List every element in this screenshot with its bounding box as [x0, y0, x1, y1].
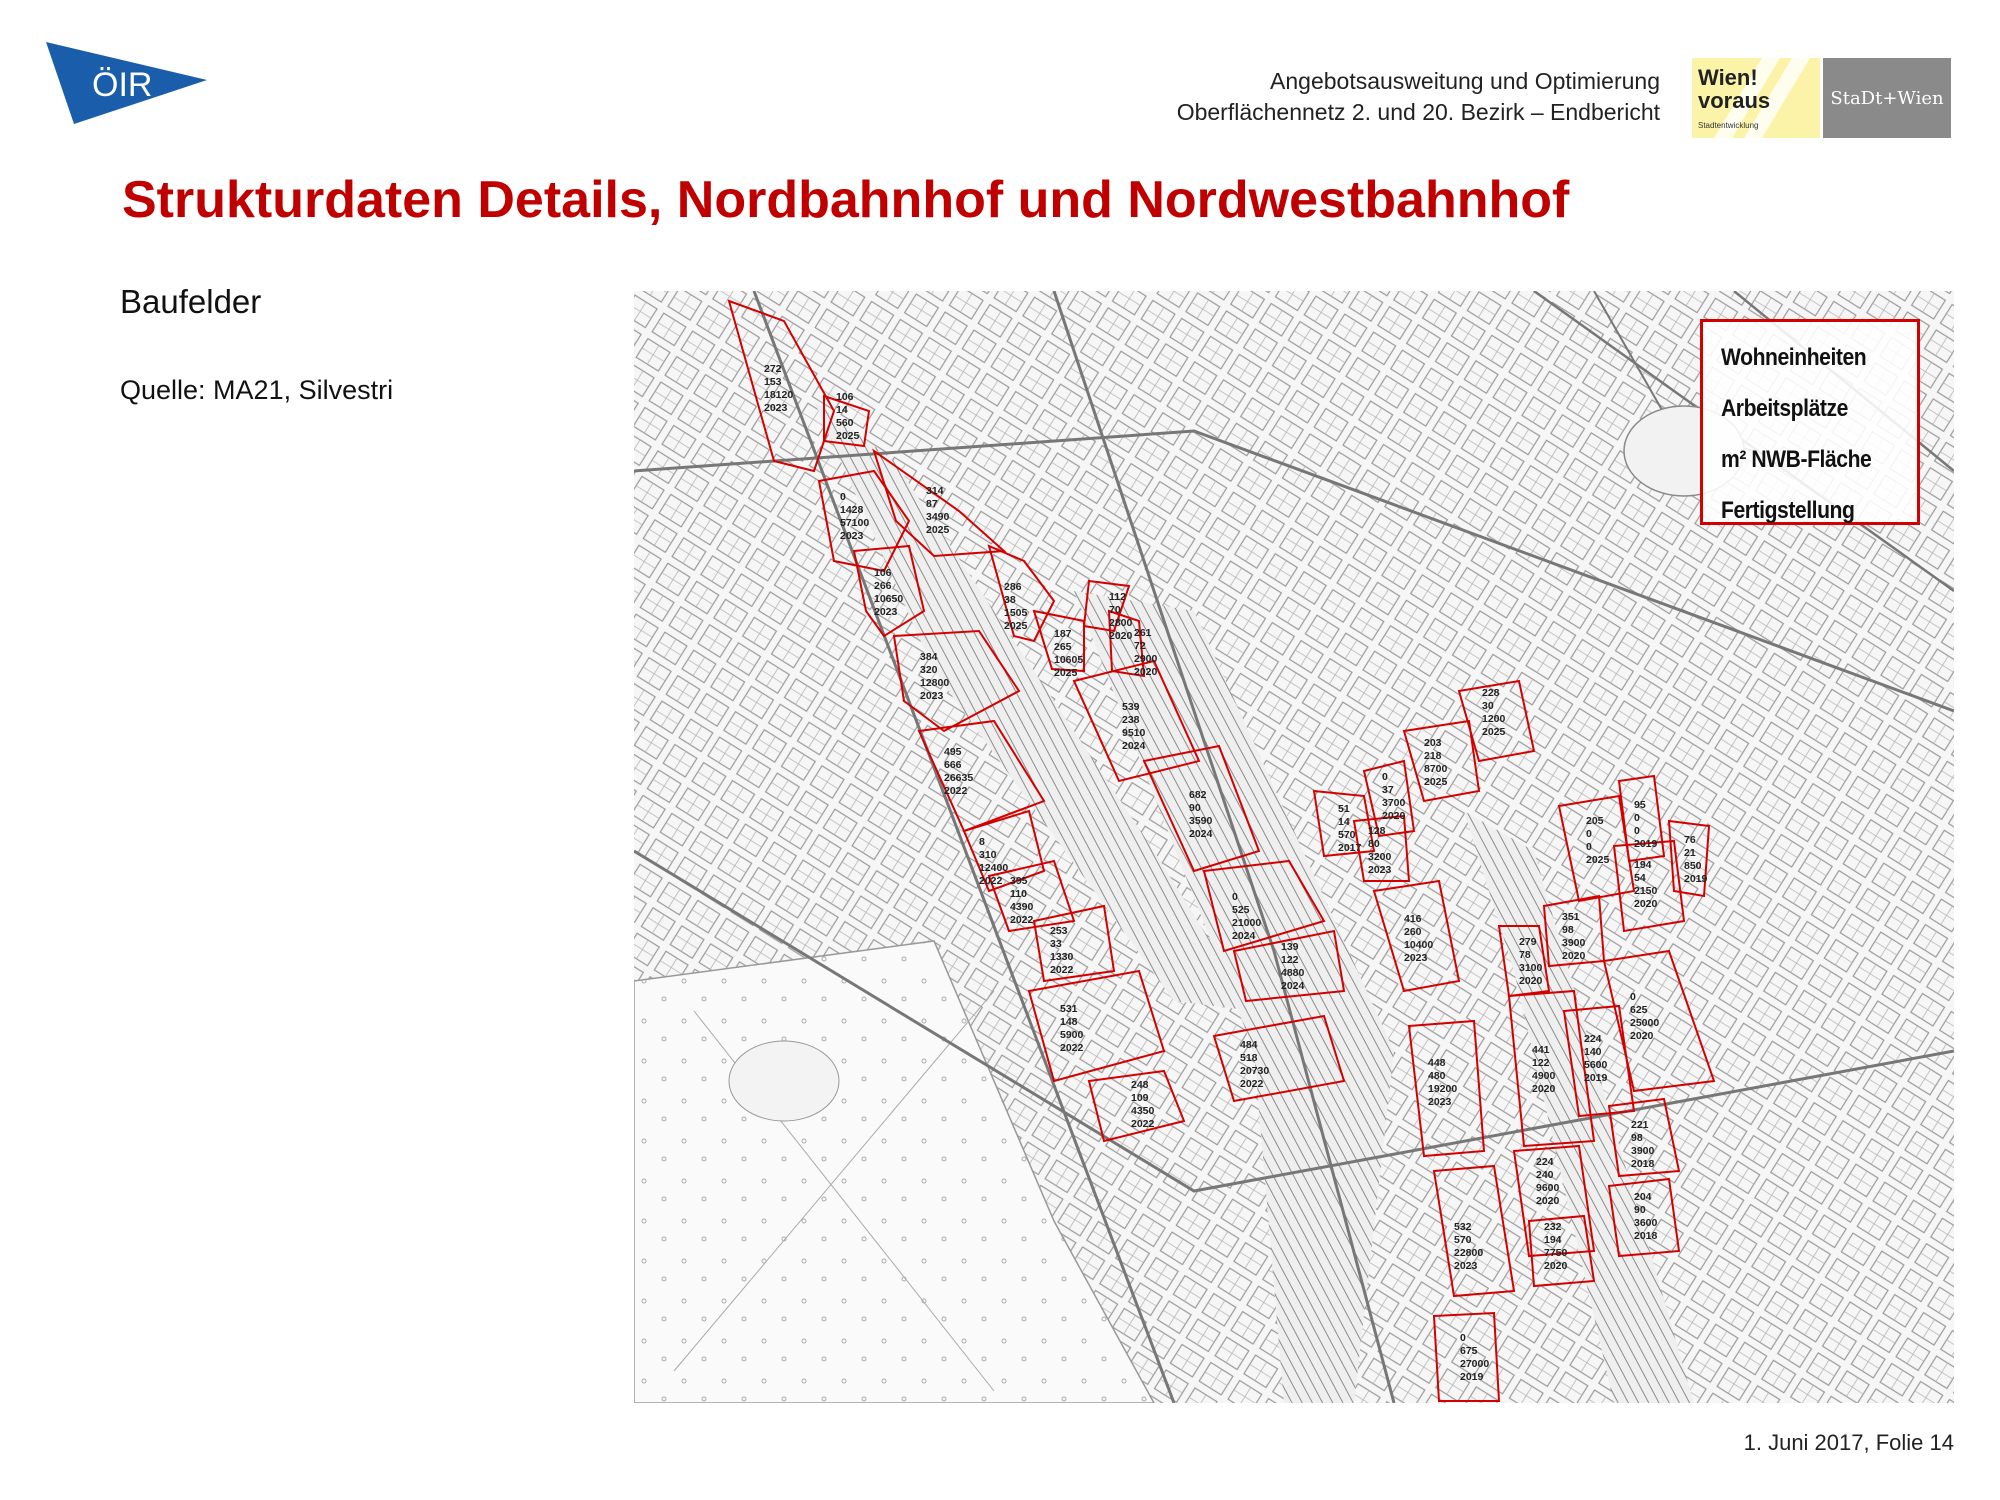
- parcel-value-1: 260: [1404, 926, 1422, 938]
- parcel-value-1: 153: [764, 376, 782, 388]
- parcel-value-3: 2020: [1134, 666, 1158, 678]
- parcel-value-0: 106: [836, 391, 854, 403]
- parcel-label: [1634, 1191, 1657, 1243]
- parcel-label: [1634, 799, 1657, 851]
- parcel-label: [1054, 628, 1083, 680]
- parcel-value-0: 205: [1586, 815, 1604, 827]
- parcel-value-0: 204: [1634, 1191, 1652, 1203]
- oir-logo-text: ÖIR: [92, 66, 153, 104]
- subtitle: Baufelder: [120, 283, 262, 320]
- parcel-value-0: 261: [1134, 627, 1152, 639]
- parcel-value-2: 25000: [1630, 1017, 1660, 1029]
- parcel-value-1: 265: [1054, 641, 1072, 653]
- parcel-value-3: 2018: [1631, 1158, 1655, 1170]
- parcel-label: [1519, 936, 1542, 988]
- parcel-label: [1189, 789, 1212, 841]
- parcel-value-2: 12800: [920, 677, 950, 689]
- parcel-value-2: 4880: [1281, 967, 1305, 979]
- slide-footer: 1. Juni 2017, Folie 14: [1743, 1430, 1954, 1455]
- parcel-value-2: 3700: [1382, 797, 1406, 809]
- parcel-value-3: 2022: [944, 785, 968, 797]
- parcel-value-1: 98: [1562, 924, 1574, 936]
- parcel-value-0: 384: [920, 651, 938, 663]
- parcel-value-2: 3490: [926, 511, 950, 523]
- parcel-value-2: 3600: [1634, 1217, 1658, 1229]
- parcel-label: [1338, 803, 1361, 855]
- parcel-value-2: 27000: [1460, 1358, 1490, 1370]
- parcel-value-2: 26635: [944, 772, 974, 784]
- parcel-value-3: 2023: [1428, 1096, 1452, 1108]
- parcel-value-0: 0: [840, 491, 846, 503]
- parcel-label: [840, 491, 869, 543]
- parcel-value-0: 448: [1428, 1057, 1446, 1069]
- parcel-value-1: 30: [1482, 700, 1494, 712]
- parcel-value-1: 0: [1586, 828, 1592, 840]
- parcel-label: [1122, 701, 1145, 753]
- parcel-value-3: 2025: [1004, 620, 1028, 632]
- parcel-value-1: 320: [920, 664, 938, 676]
- parcel-value-0: 106: [874, 567, 892, 579]
- parcel-value-2: 5900: [1060, 1029, 1084, 1041]
- parcel-value-3: 2022: [1240, 1078, 1264, 1090]
- stadt-wien-logo: [1823, 58, 1951, 138]
- parcel-value-3: 2022: [1050, 964, 1074, 976]
- parcel-value-1: 90: [1634, 1204, 1646, 1216]
- parcel-value-1: 90: [1189, 802, 1201, 814]
- parcel-value-3: 2020: [1109, 630, 1133, 642]
- map-legend: [1700, 319, 1920, 525]
- oir-logo: [44, 40, 209, 125]
- parcel-value-1: 148: [1060, 1016, 1078, 1028]
- parcel-value-0: 441: [1532, 1044, 1550, 1056]
- parcel-value-3: 2025: [1586, 854, 1610, 866]
- parcel-value-1: 238: [1122, 714, 1140, 726]
- parcel-value-0: 286: [1004, 581, 1022, 593]
- parcel-value-2: 22800: [1454, 1247, 1484, 1259]
- parcel-value-3: 2022: [1060, 1042, 1084, 1054]
- parcel-value-3: 2019: [1460, 1371, 1484, 1383]
- parcel-value-0: 8: [979, 836, 985, 848]
- parcel-value-1: 109: [1131, 1092, 1149, 1104]
- parcel-label: [1586, 815, 1609, 867]
- parcel-value-1: 240: [1536, 1169, 1554, 1181]
- parcel-value-2: 8700: [1424, 763, 1448, 775]
- parcel-value-2: 21000: [1232, 917, 1262, 929]
- parcel-value-1: 72: [1134, 640, 1146, 652]
- parcel-value-1: 21: [1684, 847, 1696, 859]
- parcel-value-0: 224: [1584, 1033, 1602, 1045]
- parcel-value-1: 122: [1281, 954, 1299, 966]
- parcel-label: [1630, 991, 1659, 1043]
- parcel-label: [1368, 825, 1391, 877]
- parcel-label: [1131, 1079, 1154, 1131]
- parcel-value-0: 139: [1281, 941, 1299, 953]
- parcel-label: [764, 363, 793, 415]
- parcel-value-0: 221: [1631, 1119, 1649, 1131]
- parcel-value-2: 4900: [1532, 1070, 1556, 1082]
- parcel-value-2: 5600: [1584, 1059, 1608, 1071]
- parcel-value-1: 37: [1382, 784, 1394, 796]
- parcel-value-0: 682: [1189, 789, 1207, 801]
- parcel-value-2: 3590: [1189, 815, 1213, 827]
- parcel-value-1: 525: [1232, 904, 1250, 916]
- parcel-value-1: 122: [1532, 1057, 1550, 1069]
- parcel-value-1: 1428: [840, 504, 864, 516]
- parcel-label: [979, 836, 1008, 888]
- parcel-value-0: 228: [1482, 687, 1500, 699]
- report-title-line1: Angebotsausweitung und Optimierung: [1270, 68, 1660, 94]
- parcel-value-0: 128: [1368, 825, 1386, 837]
- parcel-value-1: 98: [1631, 1132, 1643, 1144]
- wien-logo-sub: Stadtentwicklung: [1698, 121, 1759, 130]
- parcel-value-0: 112: [1109, 591, 1126, 603]
- parcel-value-2: 560: [836, 417, 854, 429]
- parcel-value-1: 33: [1050, 938, 1062, 950]
- parcel-value-2: 3200: [1368, 851, 1392, 863]
- stadt-logo-text: StaDt+Wien: [1830, 87, 1944, 109]
- parcel-value-0: 539: [1122, 701, 1140, 713]
- parcel-value-2: 19200: [1428, 1083, 1458, 1095]
- parcel-value-2: 570: [1338, 829, 1356, 841]
- parcel-label: [1634, 859, 1657, 911]
- parcel-label: [1382, 771, 1405, 823]
- parcel-value-0: 253: [1050, 925, 1068, 937]
- report-title: [1177, 66, 1660, 128]
- parcel-value-1: 625: [1630, 1004, 1648, 1016]
- parcel-label: [926, 485, 949, 537]
- parcel-value-0: 0: [1382, 771, 1388, 783]
- parcel-label: [1460, 1332, 1489, 1384]
- parcel-value-0: 532: [1454, 1221, 1472, 1233]
- legend-item-fertigstellung: Fertigstellung: [1721, 497, 1855, 524]
- parcel-value-0: 232: [1544, 1221, 1562, 1233]
- parcel-value-3: 2020: [1532, 1083, 1556, 1095]
- parcel-value-0: 187: [1054, 628, 1072, 640]
- parcel-value-1: 14: [1338, 816, 1350, 828]
- parcel-value-2: 3100: [1519, 962, 1543, 974]
- parcel-value-3: 2019: [1584, 1072, 1608, 1084]
- parcel-label: [1281, 941, 1304, 993]
- parcel-value-3: 2023: [920, 690, 944, 702]
- wien-voraus-logo: [1692, 58, 1820, 138]
- parcel-label: [1536, 1156, 1559, 1208]
- source-note: Quelle: MA21, Silvestri: [120, 375, 394, 405]
- parcel-value-3: 2019: [1684, 873, 1708, 885]
- parcel-label: [1240, 1039, 1269, 1091]
- parcel-value-3: 2023: [1404, 952, 1428, 964]
- parcel-value-2: 0: [1634, 825, 1640, 837]
- parcel-label: [1482, 687, 1505, 739]
- parcel-value-0: 351: [1562, 911, 1580, 923]
- parcel-value-0: 495: [944, 746, 962, 758]
- parcel-value-2: 4390: [1010, 901, 1034, 913]
- parcel-value-0: 395: [1010, 875, 1028, 887]
- parcel-value-2: 7750: [1544, 1247, 1568, 1259]
- legend-item-arbeitsplaetze: Arbeitsplätze: [1721, 395, 1848, 422]
- parcel-value-0: 0: [1232, 891, 1238, 903]
- parcel-label: [1428, 1057, 1457, 1109]
- parcel-value-1: 80: [1368, 838, 1380, 850]
- parcel-value-3: 2019: [1634, 838, 1658, 850]
- parcel-value-1: 570: [1454, 1234, 1472, 1246]
- parcel-value-3: 2017: [1338, 842, 1362, 854]
- parcel-value-3: 2022: [1131, 1118, 1155, 1130]
- slide-title: Strukturdaten Details, Nordbahnhof und Nordwestbahnhof: [122, 171, 1570, 229]
- parcel-label: [1134, 627, 1157, 679]
- parcel-value-1: 54: [1634, 872, 1646, 884]
- parcel-value-0: 248: [1131, 1079, 1149, 1091]
- parcel-value-3: 2023: [764, 402, 788, 414]
- parcel-value-1: 266: [874, 580, 892, 592]
- parcel-label: [1454, 1221, 1483, 1273]
- report-title-line2: Oberflächennetz 2. und 20. Bezirk – Endbericht: [1176, 99, 1660, 125]
- parcel-value-0: 272: [764, 363, 782, 375]
- parcel-label: [1050, 925, 1073, 977]
- parcel-value-0: 484: [1240, 1039, 1258, 1051]
- parcel-value-2: 10605: [1054, 654, 1084, 666]
- parcel-value-3: 2020: [1536, 1195, 1560, 1207]
- parcel-value-0: 416: [1404, 913, 1422, 925]
- parcel-label: [1532, 1044, 1555, 1096]
- parcel-value-3: 2025: [1424, 776, 1448, 788]
- parcel-label: [1544, 1221, 1567, 1273]
- parcel-value-1: 14: [836, 404, 848, 416]
- parcel-label: [1232, 891, 1261, 943]
- parcel-value-0: 224: [1536, 1156, 1554, 1168]
- parcel-value-1: 140: [1584, 1046, 1602, 1058]
- parcel-value-2: 1200: [1482, 713, 1506, 725]
- parcel-value-3: 2022: [1010, 914, 1034, 926]
- parcel-value-3: 2025: [1482, 726, 1506, 738]
- parcel-value-3: 2024: [1122, 740, 1146, 752]
- parcel-value-0: 279: [1519, 936, 1537, 948]
- parcel-value-1: 110: [1010, 888, 1027, 900]
- parcel-value-2: 20730: [1240, 1065, 1270, 1077]
- parcel-value-3: 2024: [1281, 980, 1305, 992]
- parcel-value-2: 1330: [1050, 951, 1074, 963]
- parcel-label: [1109, 591, 1132, 643]
- parcel-value-3: 2020: [1562, 950, 1586, 962]
- parcel-value-3: 2025: [836, 430, 860, 442]
- parcel-value-3: 2020: [1519, 975, 1543, 987]
- parcel-value-3: 2020: [1382, 810, 1406, 822]
- parcel-value-1: 87: [926, 498, 938, 510]
- parcel-value-2: 3900: [1631, 1145, 1655, 1157]
- parcel-value-1: 480: [1428, 1070, 1446, 1082]
- wien-logo-line2: voraus: [1698, 88, 1771, 113]
- parcel-value-1: 666: [944, 759, 962, 771]
- parcel-value-0: 0: [1460, 1332, 1466, 1344]
- parcel-value-2: 18120: [764, 389, 794, 401]
- parcel-label: [944, 746, 973, 798]
- parcel-label: [920, 651, 949, 703]
- parcel-value-2: 3900: [1562, 937, 1586, 949]
- parcel-label: [836, 391, 859, 443]
- parcel-value-2: 2800: [1109, 617, 1133, 629]
- parcel-value-3: 2020: [1634, 898, 1658, 910]
- parcel-value-0: 194: [1634, 859, 1652, 871]
- parcel-value-2: 0: [1586, 841, 1592, 853]
- parcel-value-3: 2023: [1454, 1260, 1478, 1272]
- parcel-value-1: 0: [1634, 812, 1640, 824]
- parcel-value-2: 57100: [840, 517, 870, 529]
- parcel-value-1: 194: [1544, 1234, 1562, 1246]
- parcel-value-1: 78: [1519, 949, 1531, 961]
- parcel-value-2: 9510: [1122, 727, 1146, 739]
- parcel-value-0: 314: [926, 485, 944, 497]
- parcel-value-3: 2023: [874, 606, 898, 618]
- parcel-value-2: 10400: [1404, 939, 1434, 951]
- parcel-value-3: 2025: [1054, 667, 1078, 679]
- parcel-value-0: 203: [1424, 737, 1442, 749]
- parcel-value-3: 2024: [1232, 930, 1256, 942]
- parcel-value-2: 10650: [874, 593, 904, 605]
- parcel-value-2: 850: [1684, 860, 1702, 872]
- legend-item-wohneinheiten: Wohneinheiten: [1721, 344, 1867, 371]
- parcel-label: [1684, 834, 1707, 886]
- parcel-value-2: 12400: [979, 862, 1009, 874]
- parcel-value-3: 2025: [926, 524, 950, 536]
- parcel-value-0: 95: [1634, 799, 1646, 811]
- parcel-value-0: 51: [1338, 803, 1350, 815]
- parcel-value-2: 9600: [1536, 1182, 1560, 1194]
- parcel-value-2: 1505: [1004, 607, 1028, 619]
- parcel-value-1: 38: [1004, 594, 1016, 606]
- parcel-value-2: 2150: [1634, 885, 1658, 897]
- parcel-value-1: 70: [1109, 604, 1121, 616]
- parcel-value-0: 76: [1684, 834, 1696, 846]
- parcel-label: [1060, 1003, 1083, 1055]
- parcel-label: [1631, 1119, 1654, 1171]
- parcel-value-1: 675: [1460, 1345, 1478, 1357]
- parcel-label: [1562, 911, 1585, 963]
- parcel-value-0: 0: [1630, 991, 1636, 1003]
- parcel-value-3: 2023: [840, 530, 864, 542]
- parcel-value-0: 531: [1060, 1003, 1078, 1015]
- parcel-label: [1010, 875, 1033, 927]
- parcel-value-3: 2020: [1544, 1260, 1568, 1272]
- parcel-label: [874, 567, 903, 619]
- parcel-value-1: 310: [979, 849, 997, 861]
- parcel-label: [1004, 581, 1027, 633]
- parcel-value-3: 2022: [979, 875, 1003, 887]
- parcel-label: [1424, 737, 1447, 789]
- parcel-value-2: 2900: [1134, 653, 1158, 665]
- wien-logo-line1: Wien!: [1698, 65, 1758, 90]
- parcel-value-2: 4350: [1131, 1105, 1155, 1117]
- parcel-value-3: 2018: [1634, 1230, 1658, 1242]
- parcel-value-3: 2023: [1368, 864, 1392, 876]
- parcel-value-3: 2024: [1189, 828, 1213, 840]
- parcel-value-1: 518: [1240, 1052, 1258, 1064]
- site-map: [634, 291, 1954, 1403]
- legend-item-nwb-flaeche: m² NWB-Fläche: [1721, 446, 1872, 473]
- parcel-label: [1404, 913, 1433, 965]
- parcel-label: [1584, 1033, 1607, 1085]
- parcel-value-1: 218: [1424, 750, 1442, 762]
- parcel-value-3: 2020: [1630, 1030, 1654, 1042]
